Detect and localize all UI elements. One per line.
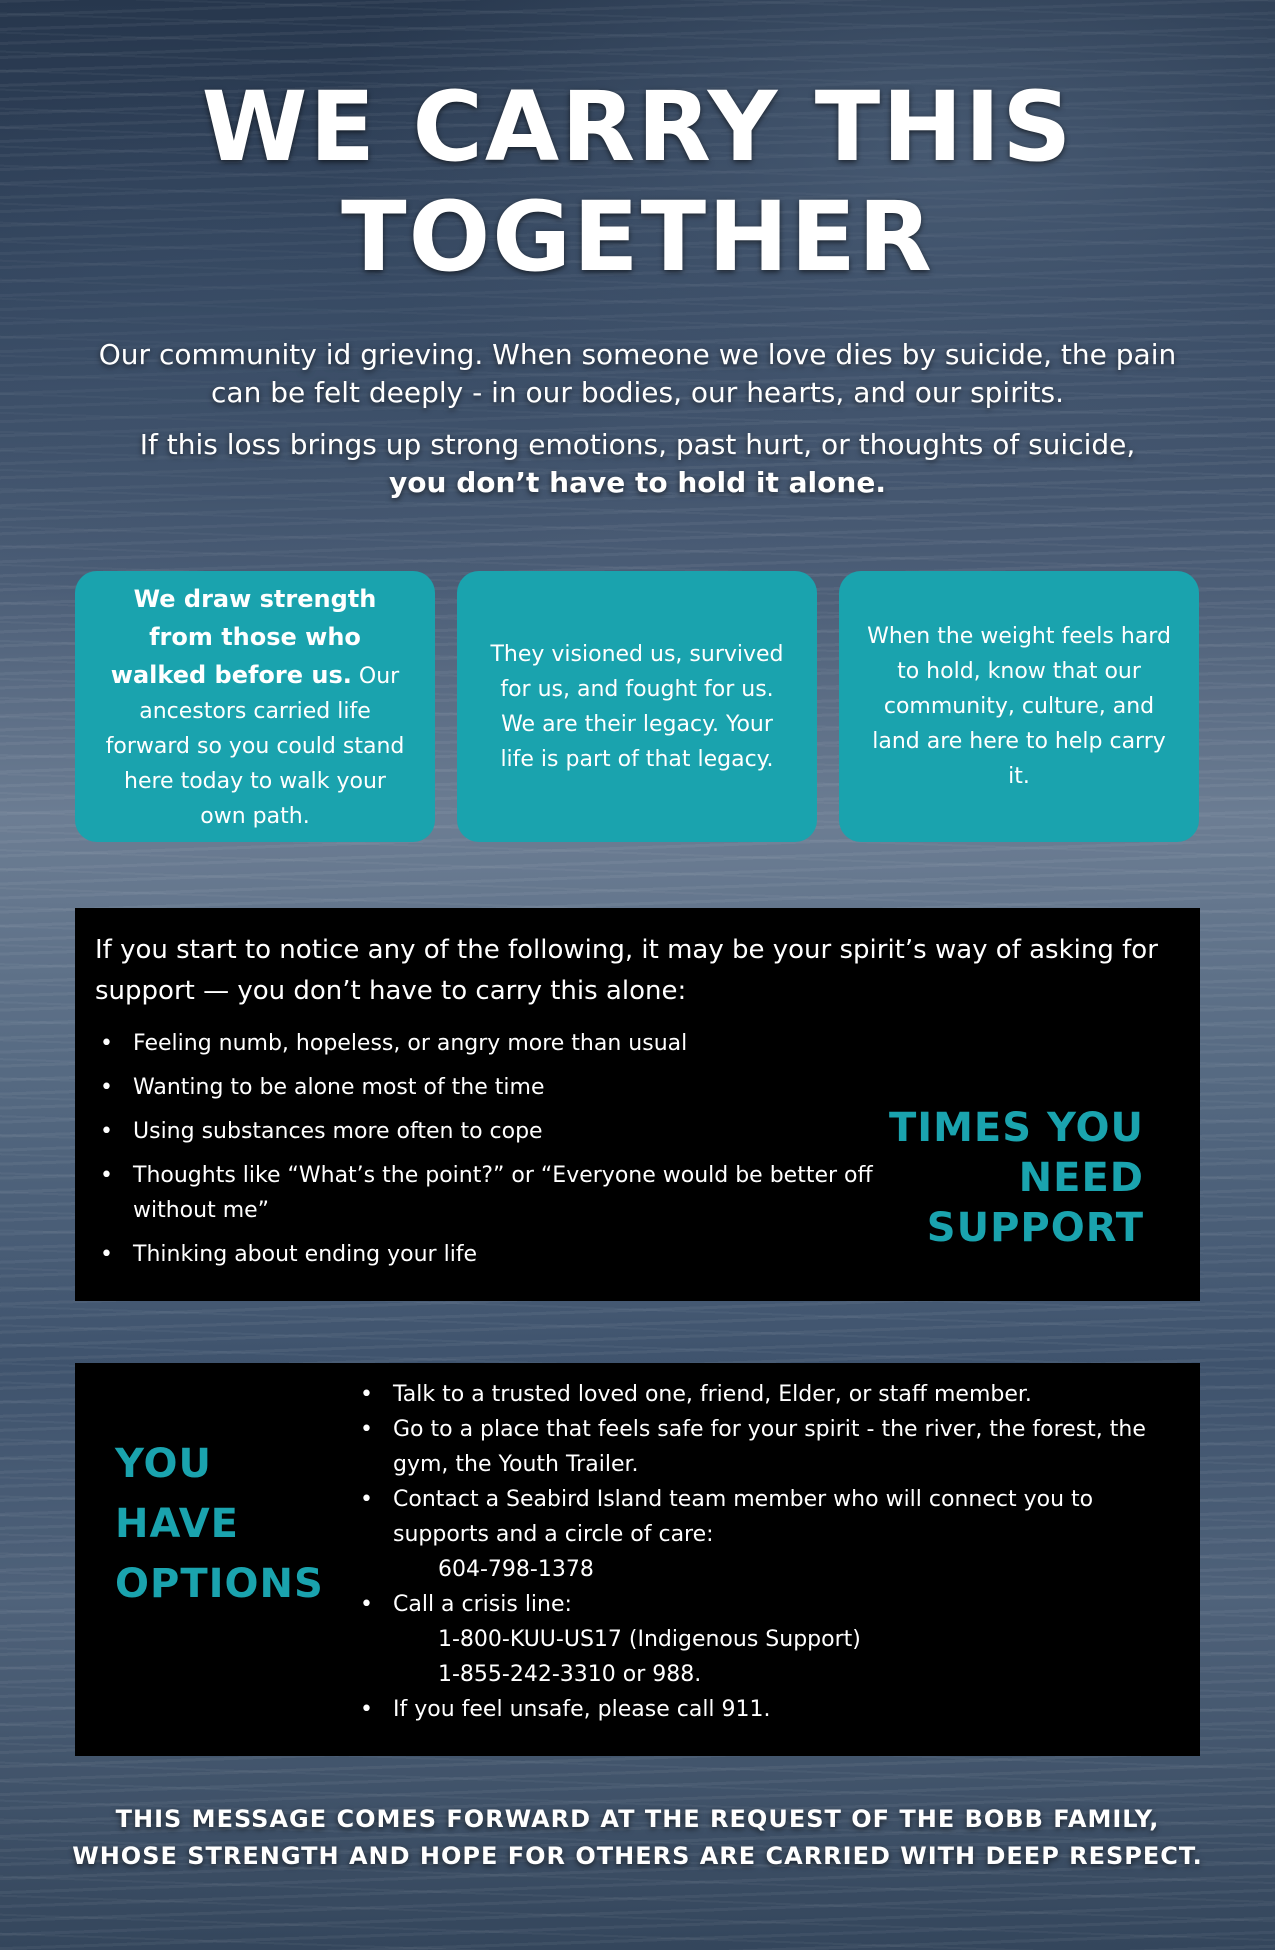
- intro-paragraph-1: Our community id grieving. When someone we love dies by suicide, the pain can be felt deeply - in our bodies, our hearts, and our spirits.: [98, 338, 1177, 409]
- list-item: • Wanting to be alone most of the time: [95, 1070, 875, 1105]
- list-item: • If you feel unsafe, please call 911.: [355, 1692, 1185, 1727]
- support-lead: If you start to notice any of the following, it may be your spirit’s way of asking for support — you don’t have to carry this alone:: [95, 935, 1158, 1006]
- footer-line-1: THIS MESSAGE COMES FORWARD AT THE REQUEST OF THE BOBB FAMILY,: [115, 1805, 1160, 1833]
- intro-paragraph-2-text: If this loss brings up strong emotions, past hurt, or thoughts of suicide,: [139, 428, 1136, 461]
- options-heading-line-1: YOU: [115, 1441, 213, 1487]
- card-community-text: When the weight feels hard to hold, know that our community, culture, and land are here to help carry it.: [867, 624, 1171, 789]
- seabird-contact-text: Contact a Seabird Island team member who will connect you to supports and a circle of care:: [393, 1487, 1094, 1547]
- card-ancestors-bold: We draw strength from those who walked before us.: [110, 584, 377, 689]
- card-community: [839, 571, 1199, 842]
- footer-message: [0, 1801, 1275, 1875]
- crisis-line-general: 1-855-242-3310 or 988.: [438, 1662, 702, 1687]
- list-item: • Using substances more often to cope: [95, 1114, 875, 1149]
- card-legacy-text: They visioned us, survived for us, and fought for us. We are their legacy. Your life is part of that legacy.: [490, 641, 784, 772]
- list-item: • Feeling numb, hopeless, or angry more than usual: [95, 1026, 875, 1061]
- card-ancestors: [75, 571, 435, 842]
- card-ancestors-text: Our ancestors carried life forward so you could stand here today to walk your own path.: [105, 663, 405, 829]
- list-item: • Go to a place that feels safe for your spirit - the river, the forest, the gym, the Youth Trailer.: [355, 1412, 1185, 1482]
- crisis-line-text: Call a crisis line:: [393, 1592, 572, 1617]
- footer-line-2: WHOSE STRENGTH AND HOPE FOR OTHERS ARE CARRIED WITH DEEP RESPECT.: [72, 1842, 1203, 1870]
- card-legacy: [457, 571, 817, 842]
- support-panel: [75, 908, 1200, 1301]
- card-ancestors-content: [99, 580, 411, 834]
- options-heading-line-2: HAVE: [115, 1501, 239, 1547]
- list-item: • Thoughts like “What’s the point?” or “Everyone would be better off without me”: [95, 1158, 875, 1228]
- options-heading-line-3: OPTIONS: [115, 1561, 324, 1607]
- title-line-2: TOGETHER: [341, 181, 934, 293]
- support-heading-line-2: NEED: [1018, 1155, 1144, 1201]
- support-heading-line-3: SUPPORT: [926, 1205, 1144, 1251]
- options-list: [355, 1377, 1185, 1727]
- options-heading: [115, 1434, 324, 1614]
- poster-title: [0, 72, 1275, 292]
- intro-paragraph-2-bold: you don’t have to hold it alone.: [389, 466, 886, 499]
- list-item: • Thinking about ending your life: [95, 1237, 875, 1272]
- list-item: • Talk to a trusted loved one, friend, Elder, or staff member.: [355, 1377, 1185, 1412]
- intro-paragraph-2: [80, 426, 1195, 502]
- options-panel: [75, 1363, 1200, 1756]
- list-item: [355, 1482, 1185, 1587]
- title-line-1: WE CARRY THIS: [201, 71, 1074, 183]
- support-signs-list: [95, 1026, 875, 1272]
- crisis-line-indigenous: 1-800-KUU-US17 (Indigenous Support): [438, 1627, 861, 1652]
- support-heading-line-1: TIMES YOU: [888, 1105, 1144, 1151]
- list-item: [355, 1587, 1185, 1692]
- seabird-phone-number: 604-798-1378: [438, 1557, 594, 1582]
- intro-text: [80, 336, 1195, 516]
- support-heading: [889, 1103, 1144, 1253]
